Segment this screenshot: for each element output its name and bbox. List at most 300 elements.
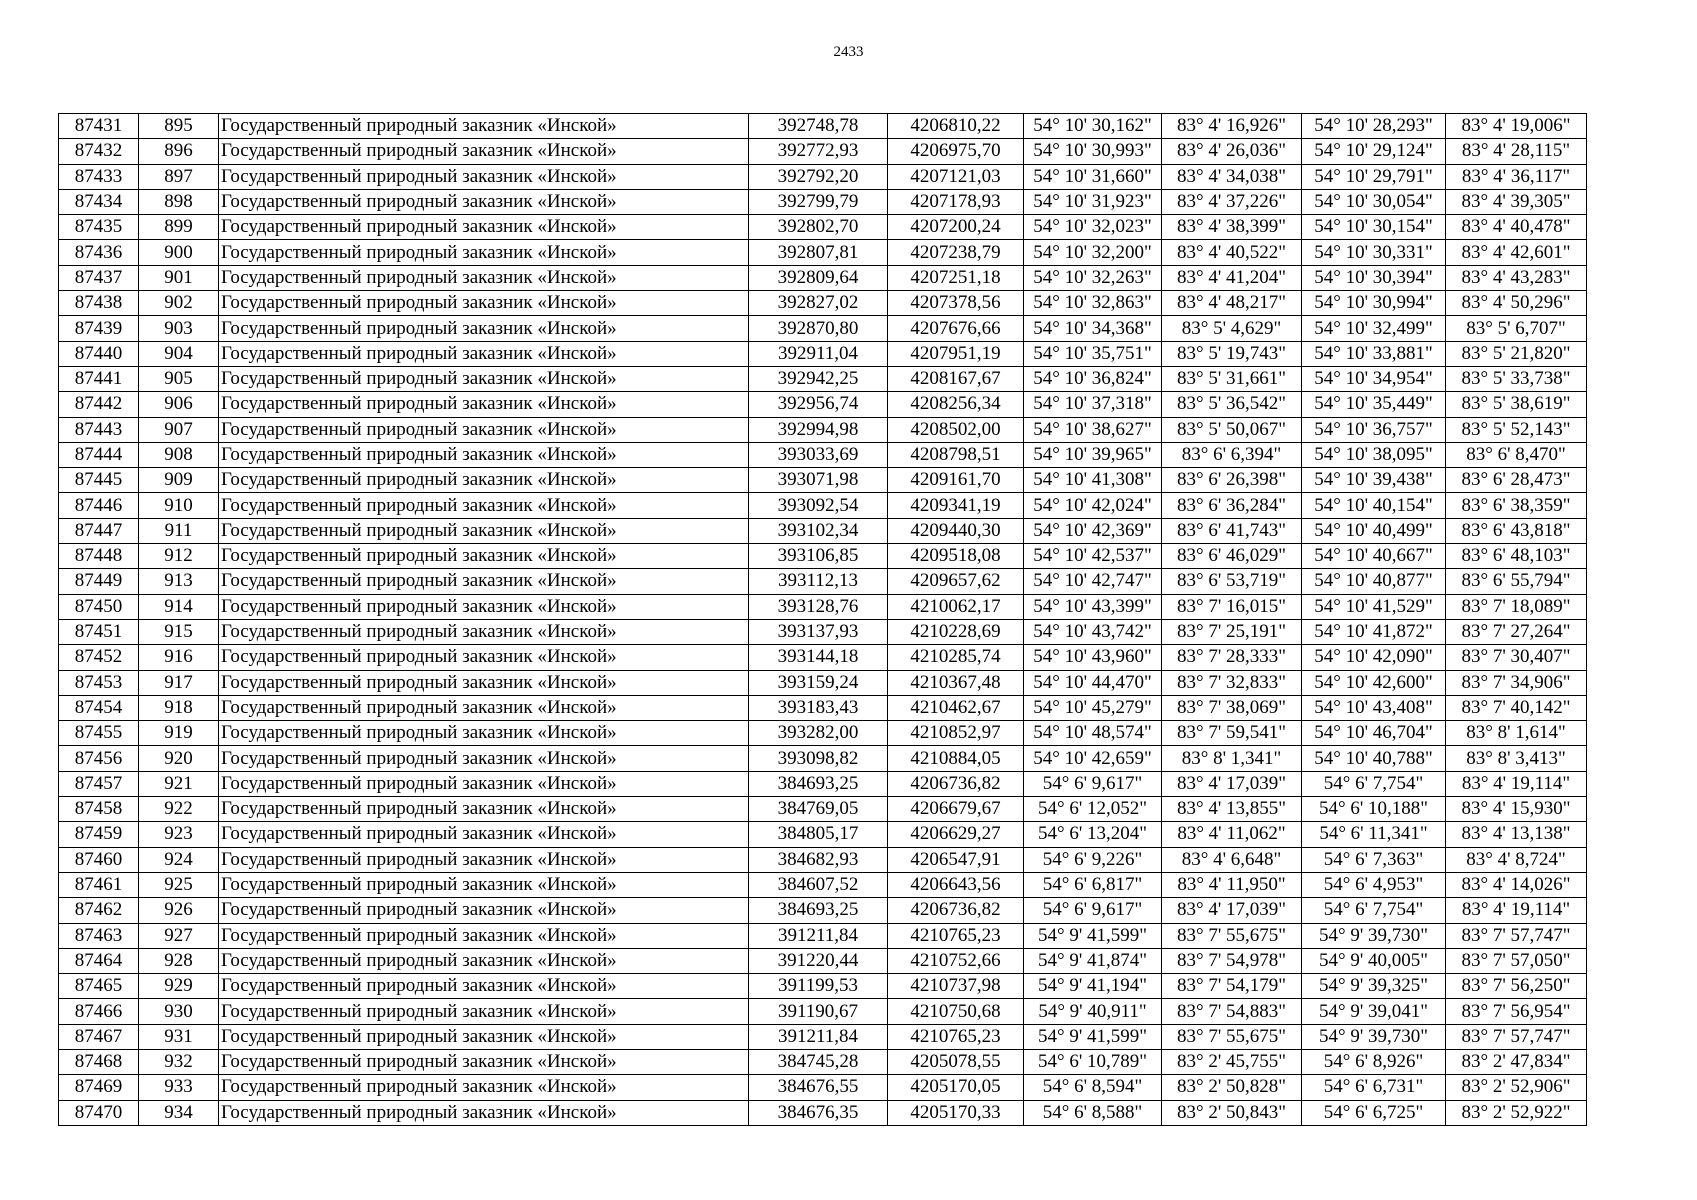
latitude-2-cell: 54° 10' 42,090" bbox=[1302, 645, 1446, 670]
longitude-1-cell: 83° 7' 54,179" bbox=[1162, 974, 1302, 999]
longitude-2-cell: 83° 7' 57,747" bbox=[1446, 1024, 1587, 1049]
point-number-cell: 910 bbox=[139, 493, 219, 518]
point-number-cell: 922 bbox=[139, 797, 219, 822]
longitude-2-cell: 83° 6' 8,470" bbox=[1446, 442, 1587, 467]
y-coord-cell: 4207378,56 bbox=[888, 291, 1024, 316]
y-coord-cell: 4206810,22 bbox=[888, 114, 1024, 139]
latitude-1-cell: 54° 10' 30,993" bbox=[1024, 139, 1162, 164]
latitude-1-cell: 54° 6' 12,052" bbox=[1024, 797, 1162, 822]
latitude-1-cell: 54° 6' 10,789" bbox=[1024, 1049, 1162, 1074]
y-coord-cell: 4210367,48 bbox=[888, 670, 1024, 695]
latitude-2-cell: 54° 10' 33,881" bbox=[1302, 341, 1446, 366]
row-id-cell: 87457 bbox=[59, 771, 139, 796]
point-number-cell: 915 bbox=[139, 619, 219, 644]
y-coord-cell: 4207251,18 bbox=[888, 265, 1024, 290]
latitude-2-cell: 54° 10' 41,872" bbox=[1302, 619, 1446, 644]
latitude-1-cell: 54° 10' 30,162" bbox=[1024, 114, 1162, 139]
latitude-1-cell: 54° 6' 8,594" bbox=[1024, 1075, 1162, 1100]
y-coord-cell: 4206736,82 bbox=[888, 898, 1024, 923]
x-coord-cell: 391199,53 bbox=[749, 974, 888, 999]
x-coord-cell: 384693,25 bbox=[749, 898, 888, 923]
longitude-1-cell: 83° 7' 54,883" bbox=[1162, 999, 1302, 1024]
longitude-2-cell: 83° 2' 47,834" bbox=[1446, 1049, 1587, 1074]
x-coord-cell: 393102,34 bbox=[749, 518, 888, 543]
table-row bbox=[59, 569, 1587, 594]
table-row bbox=[59, 417, 1587, 442]
table-row bbox=[59, 619, 1587, 644]
point-number-cell: 899 bbox=[139, 215, 219, 240]
row-id-cell: 87432 bbox=[59, 139, 139, 164]
area-name-cell: Государственный природный заказник «Инской» bbox=[219, 695, 749, 720]
page-number: 2433 bbox=[833, 44, 864, 60]
latitude-2-cell: 54° 10' 30,054" bbox=[1302, 189, 1446, 214]
latitude-2-cell: 54° 6' 10,188" bbox=[1302, 797, 1446, 822]
y-coord-cell: 4205170,33 bbox=[888, 1100, 1024, 1125]
y-coord-cell: 4207676,66 bbox=[888, 316, 1024, 341]
latitude-1-cell: 54° 6' 6,817" bbox=[1024, 872, 1162, 897]
y-coord-cell: 4210228,69 bbox=[888, 619, 1024, 644]
area-name-cell: Государственный природный заказник «Инской» bbox=[219, 746, 749, 771]
row-id-cell: 87465 bbox=[59, 974, 139, 999]
longitude-2-cell: 83° 4' 15,930" bbox=[1446, 797, 1587, 822]
longitude-2-cell: 83° 2' 52,906" bbox=[1446, 1075, 1587, 1100]
y-coord-cell: 4208167,67 bbox=[888, 366, 1024, 391]
x-coord-cell: 393183,43 bbox=[749, 695, 888, 720]
longitude-2-cell: 83° 6' 38,359" bbox=[1446, 493, 1587, 518]
point-number-cell: 914 bbox=[139, 594, 219, 619]
longitude-1-cell: 83° 4' 34,038" bbox=[1162, 164, 1302, 189]
area-name-cell: Государственный природный заказник «Инской» bbox=[219, 721, 749, 746]
point-number-cell: 927 bbox=[139, 923, 219, 948]
row-id-cell: 87444 bbox=[59, 442, 139, 467]
x-coord-cell: 393282,00 bbox=[749, 721, 888, 746]
row-id-cell: 87452 bbox=[59, 645, 139, 670]
row-id-cell: 87451 bbox=[59, 619, 139, 644]
longitude-1-cell: 83° 7' 54,978" bbox=[1162, 948, 1302, 973]
area-name-cell: Государственный природный заказник «Инской» bbox=[219, 999, 749, 1024]
row-id-cell: 87462 bbox=[59, 898, 139, 923]
y-coord-cell: 4210884,05 bbox=[888, 746, 1024, 771]
area-name-cell: Государственный природный заказник «Инской» bbox=[219, 316, 749, 341]
y-coord-cell: 4210062,17 bbox=[888, 594, 1024, 619]
latitude-1-cell: 54° 10' 32,200" bbox=[1024, 240, 1162, 265]
x-coord-cell: 384693,25 bbox=[749, 771, 888, 796]
longitude-2-cell: 83° 4' 19,114" bbox=[1446, 898, 1587, 923]
latitude-1-cell: 54° 10' 38,627" bbox=[1024, 417, 1162, 442]
y-coord-cell: 4210752,66 bbox=[888, 948, 1024, 973]
point-number-cell: 907 bbox=[139, 417, 219, 442]
row-id-cell: 87456 bbox=[59, 746, 139, 771]
area-name-cell: Государственный природный заказник «Инской» bbox=[219, 847, 749, 872]
point-number-cell: 924 bbox=[139, 847, 219, 872]
area-name-cell: Государственный природный заказник «Инской» bbox=[219, 493, 749, 518]
table-row bbox=[59, 442, 1587, 467]
x-coord-cell: 393098,82 bbox=[749, 746, 888, 771]
latitude-2-cell: 54° 10' 40,788" bbox=[1302, 746, 1446, 771]
latitude-2-cell: 54° 9' 40,005" bbox=[1302, 948, 1446, 973]
x-coord-cell: 391211,84 bbox=[749, 1024, 888, 1049]
area-name-cell: Государственный природный заказник «Инской» bbox=[219, 139, 749, 164]
x-coord-cell: 391190,67 bbox=[749, 999, 888, 1024]
latitude-1-cell: 54° 10' 42,024" bbox=[1024, 493, 1162, 518]
latitude-2-cell: 54° 10' 40,154" bbox=[1302, 493, 1446, 518]
point-number-cell: 898 bbox=[139, 189, 219, 214]
latitude-1-cell: 54° 10' 48,574" bbox=[1024, 721, 1162, 746]
longitude-2-cell: 83° 7' 30,407" bbox=[1446, 645, 1587, 670]
longitude-1-cell: 83° 2' 50,843" bbox=[1162, 1100, 1302, 1125]
area-name-cell: Государственный природный заказник «Инской» bbox=[219, 1049, 749, 1074]
table-row bbox=[59, 544, 1587, 569]
longitude-2-cell: 83° 7' 27,264" bbox=[1446, 619, 1587, 644]
table-row bbox=[59, 721, 1587, 746]
point-number-cell: 926 bbox=[139, 898, 219, 923]
longitude-1-cell: 83° 2' 45,755" bbox=[1162, 1049, 1302, 1074]
x-coord-cell: 392994,98 bbox=[749, 417, 888, 442]
longitude-2-cell: 83° 4' 19,006" bbox=[1446, 114, 1587, 139]
row-id-cell: 87450 bbox=[59, 594, 139, 619]
longitude-1-cell: 83° 6' 53,719" bbox=[1162, 569, 1302, 594]
area-name-cell: Государственный природный заказник «Инской» bbox=[219, 114, 749, 139]
longitude-2-cell: 83° 5' 21,820" bbox=[1446, 341, 1587, 366]
area-name-cell: Государственный природный заказник «Инской» bbox=[219, 518, 749, 543]
x-coord-cell: 392807,81 bbox=[749, 240, 888, 265]
table-row bbox=[59, 164, 1587, 189]
area-name-cell: Государственный природный заказник «Инской» bbox=[219, 872, 749, 897]
table-row bbox=[59, 189, 1587, 214]
area-name-cell: Государственный природный заказник «Инской» bbox=[219, 366, 749, 391]
longitude-1-cell: 83° 4' 37,226" bbox=[1162, 189, 1302, 214]
latitude-2-cell: 54° 9' 39,041" bbox=[1302, 999, 1446, 1024]
longitude-1-cell: 83° 4' 6,648" bbox=[1162, 847, 1302, 872]
y-coord-cell: 4208798,51 bbox=[888, 442, 1024, 467]
x-coord-cell: 384805,17 bbox=[749, 822, 888, 847]
table-row bbox=[59, 139, 1587, 164]
table-row bbox=[59, 240, 1587, 265]
table-row bbox=[59, 923, 1587, 948]
y-coord-cell: 4208256,34 bbox=[888, 392, 1024, 417]
latitude-2-cell: 54° 9' 39,730" bbox=[1302, 923, 1446, 948]
point-number-cell: 904 bbox=[139, 341, 219, 366]
row-id-cell: 87458 bbox=[59, 797, 139, 822]
row-id-cell: 87438 bbox=[59, 291, 139, 316]
latitude-2-cell: 54° 10' 30,394" bbox=[1302, 265, 1446, 290]
latitude-1-cell: 54° 9' 40,911" bbox=[1024, 999, 1162, 1024]
longitude-2-cell: 83° 4' 28,115" bbox=[1446, 139, 1587, 164]
area-name-cell: Государственный природный заказник «Инской» bbox=[219, 771, 749, 796]
table-row bbox=[59, 1100, 1587, 1125]
x-coord-cell: 393071,98 bbox=[749, 468, 888, 493]
latitude-2-cell: 54° 10' 29,124" bbox=[1302, 139, 1446, 164]
row-id-cell: 87433 bbox=[59, 164, 139, 189]
area-name-cell: Государственный природный заказник «Инской» bbox=[219, 164, 749, 189]
x-coord-cell: 392799,79 bbox=[749, 189, 888, 214]
longitude-2-cell: 83° 7' 56,954" bbox=[1446, 999, 1587, 1024]
table-row bbox=[59, 771, 1587, 796]
y-coord-cell: 4206736,82 bbox=[888, 771, 1024, 796]
latitude-1-cell: 54° 10' 32,263" bbox=[1024, 265, 1162, 290]
longitude-2-cell: 83° 4' 50,296" bbox=[1446, 291, 1587, 316]
table-row bbox=[59, 518, 1587, 543]
latitude-1-cell: 54° 6' 8,588" bbox=[1024, 1100, 1162, 1125]
y-coord-cell: 4205078,55 bbox=[888, 1049, 1024, 1074]
y-coord-cell: 4207200,24 bbox=[888, 215, 1024, 240]
point-number-cell: 911 bbox=[139, 518, 219, 543]
longitude-2-cell: 83° 6' 55,794" bbox=[1446, 569, 1587, 594]
x-coord-cell: 393106,85 bbox=[749, 544, 888, 569]
table-row bbox=[59, 1024, 1587, 1049]
y-coord-cell: 4209657,62 bbox=[888, 569, 1024, 594]
point-number-cell: 932 bbox=[139, 1049, 219, 1074]
point-number-cell: 923 bbox=[139, 822, 219, 847]
row-id-cell: 87464 bbox=[59, 948, 139, 973]
latitude-1-cell: 54° 6' 13,204" bbox=[1024, 822, 1162, 847]
latitude-1-cell: 54° 6' 9,226" bbox=[1024, 847, 1162, 872]
area-name-cell: Государственный природный заказник «Инской» bbox=[219, 341, 749, 366]
point-number-cell: 909 bbox=[139, 468, 219, 493]
x-coord-cell: 392792,20 bbox=[749, 164, 888, 189]
latitude-2-cell: 54° 10' 34,954" bbox=[1302, 366, 1446, 391]
longitude-2-cell: 83° 6' 43,818" bbox=[1446, 518, 1587, 543]
longitude-1-cell: 83° 4' 26,036" bbox=[1162, 139, 1302, 164]
longitude-1-cell: 83° 4' 41,204" bbox=[1162, 265, 1302, 290]
y-coord-cell: 4207121,03 bbox=[888, 164, 1024, 189]
row-id-cell: 87455 bbox=[59, 721, 139, 746]
x-coord-cell: 392802,70 bbox=[749, 215, 888, 240]
longitude-1-cell: 83° 6' 41,743" bbox=[1162, 518, 1302, 543]
latitude-1-cell: 54° 10' 31,660" bbox=[1024, 164, 1162, 189]
x-coord-cell: 384682,93 bbox=[749, 847, 888, 872]
row-id-cell: 87441 bbox=[59, 366, 139, 391]
point-number-cell: 934 bbox=[139, 1100, 219, 1125]
latitude-1-cell: 54° 10' 34,368" bbox=[1024, 316, 1162, 341]
table-row bbox=[59, 872, 1587, 897]
row-id-cell: 87461 bbox=[59, 872, 139, 897]
longitude-1-cell: 83° 6' 26,398" bbox=[1162, 468, 1302, 493]
table-row bbox=[59, 594, 1587, 619]
longitude-2-cell: 83° 7' 18,089" bbox=[1446, 594, 1587, 619]
longitude-2-cell: 83° 4' 8,724" bbox=[1446, 847, 1587, 872]
y-coord-cell: 4210737,98 bbox=[888, 974, 1024, 999]
longitude-2-cell: 83° 8' 3,413" bbox=[1446, 746, 1587, 771]
longitude-1-cell: 83° 4' 17,039" bbox=[1162, 771, 1302, 796]
latitude-2-cell: 54° 10' 42,600" bbox=[1302, 670, 1446, 695]
latitude-2-cell: 54° 10' 46,704" bbox=[1302, 721, 1446, 746]
table-row bbox=[59, 392, 1587, 417]
longitude-2-cell: 83° 4' 19,114" bbox=[1446, 771, 1587, 796]
longitude-1-cell: 83° 7' 28,333" bbox=[1162, 645, 1302, 670]
latitude-2-cell: 54° 10' 30,994" bbox=[1302, 291, 1446, 316]
longitude-2-cell: 83° 7' 56,250" bbox=[1446, 974, 1587, 999]
y-coord-cell: 4210285,74 bbox=[888, 645, 1024, 670]
table-row bbox=[59, 898, 1587, 923]
table-row bbox=[59, 948, 1587, 973]
latitude-2-cell: 54° 10' 30,331" bbox=[1302, 240, 1446, 265]
point-number-cell: 921 bbox=[139, 771, 219, 796]
y-coord-cell: 4210462,67 bbox=[888, 695, 1024, 720]
table-row bbox=[59, 291, 1587, 316]
x-coord-cell: 392956,74 bbox=[749, 392, 888, 417]
y-coord-cell: 4209440,30 bbox=[888, 518, 1024, 543]
longitude-2-cell: 83° 4' 13,138" bbox=[1446, 822, 1587, 847]
latitude-2-cell: 54° 10' 38,095" bbox=[1302, 442, 1446, 467]
longitude-1-cell: 83° 6' 6,394" bbox=[1162, 442, 1302, 467]
row-id-cell: 87470 bbox=[59, 1100, 139, 1125]
y-coord-cell: 4210750,68 bbox=[888, 999, 1024, 1024]
table-body bbox=[59, 114, 1587, 1126]
area-name-cell: Государственный природный заказник «Инской» bbox=[219, 619, 749, 644]
x-coord-cell: 392827,02 bbox=[749, 291, 888, 316]
latitude-2-cell: 54° 10' 40,667" bbox=[1302, 544, 1446, 569]
longitude-1-cell: 83° 7' 59,541" bbox=[1162, 721, 1302, 746]
x-coord-cell: 393144,18 bbox=[749, 645, 888, 670]
longitude-1-cell: 83° 7' 16,015" bbox=[1162, 594, 1302, 619]
latitude-2-cell: 54° 10' 35,449" bbox=[1302, 392, 1446, 417]
area-name-cell: Государственный природный заказник «Инской» bbox=[219, 1024, 749, 1049]
latitude-1-cell: 54° 10' 36,824" bbox=[1024, 366, 1162, 391]
latitude-1-cell: 54° 10' 39,965" bbox=[1024, 442, 1162, 467]
y-coord-cell: 4209518,08 bbox=[888, 544, 1024, 569]
row-id-cell: 87460 bbox=[59, 847, 139, 872]
area-name-cell: Государственный природный заказник «Инской» bbox=[219, 569, 749, 594]
latitude-2-cell: 54° 6' 7,754" bbox=[1302, 898, 1446, 923]
x-coord-cell: 392911,04 bbox=[749, 341, 888, 366]
table-row bbox=[59, 265, 1587, 290]
area-name-cell: Государственный природный заказник «Инской» bbox=[219, 442, 749, 467]
row-id-cell: 87467 bbox=[59, 1024, 139, 1049]
x-coord-cell: 393128,76 bbox=[749, 594, 888, 619]
longitude-2-cell: 83° 6' 28,473" bbox=[1446, 468, 1587, 493]
latitude-2-cell: 54° 10' 40,877" bbox=[1302, 569, 1446, 594]
longitude-1-cell: 83° 4' 11,062" bbox=[1162, 822, 1302, 847]
latitude-2-cell: 54° 6' 4,953" bbox=[1302, 872, 1446, 897]
latitude-1-cell: 54° 10' 42,369" bbox=[1024, 518, 1162, 543]
row-id-cell: 87459 bbox=[59, 822, 139, 847]
row-id-cell: 87437 bbox=[59, 265, 139, 290]
point-number-cell: 900 bbox=[139, 240, 219, 265]
x-coord-cell: 393033,69 bbox=[749, 442, 888, 467]
y-coord-cell: 4206975,70 bbox=[888, 139, 1024, 164]
latitude-2-cell: 54° 6' 6,725" bbox=[1302, 1100, 1446, 1125]
longitude-2-cell: 83° 5' 6,707" bbox=[1446, 316, 1587, 341]
longitude-1-cell: 83° 7' 32,833" bbox=[1162, 670, 1302, 695]
x-coord-cell: 384676,35 bbox=[749, 1100, 888, 1125]
point-number-cell: 908 bbox=[139, 442, 219, 467]
row-id-cell: 87463 bbox=[59, 923, 139, 948]
area-name-cell: Государственный природный заказник «Инской» bbox=[219, 645, 749, 670]
longitude-2-cell: 83° 4' 43,283" bbox=[1446, 265, 1587, 290]
x-coord-cell: 384676,55 bbox=[749, 1075, 888, 1100]
table-row bbox=[59, 822, 1587, 847]
y-coord-cell: 4206679,67 bbox=[888, 797, 1024, 822]
area-name-cell: Государственный природный заказник «Инской» bbox=[219, 417, 749, 442]
point-number-cell: 918 bbox=[139, 695, 219, 720]
row-id-cell: 87446 bbox=[59, 493, 139, 518]
row-id-cell: 87443 bbox=[59, 417, 139, 442]
x-coord-cell: 392870,80 bbox=[749, 316, 888, 341]
latitude-1-cell: 54° 10' 35,751" bbox=[1024, 341, 1162, 366]
longitude-1-cell: 83° 6' 36,284" bbox=[1162, 493, 1302, 518]
longitude-1-cell: 83° 4' 40,522" bbox=[1162, 240, 1302, 265]
longitude-2-cell: 83° 7' 57,050" bbox=[1446, 948, 1587, 973]
latitude-2-cell: 54° 6' 7,363" bbox=[1302, 847, 1446, 872]
table-row bbox=[59, 645, 1587, 670]
x-coord-cell: 384769,05 bbox=[749, 797, 888, 822]
latitude-2-cell: 54° 9' 39,325" bbox=[1302, 974, 1446, 999]
x-coord-cell: 391211,84 bbox=[749, 923, 888, 948]
longitude-1-cell: 83° 4' 13,855" bbox=[1162, 797, 1302, 822]
longitude-1-cell: 83° 4' 38,399" bbox=[1162, 215, 1302, 240]
longitude-2-cell: 83° 4' 40,478" bbox=[1446, 215, 1587, 240]
point-number-cell: 903 bbox=[139, 316, 219, 341]
row-id-cell: 87442 bbox=[59, 392, 139, 417]
y-coord-cell: 4206547,91 bbox=[888, 847, 1024, 872]
area-name-cell: Государственный природный заказник «Инской» bbox=[219, 215, 749, 240]
y-coord-cell: 4205170,05 bbox=[888, 1075, 1024, 1100]
latitude-1-cell: 54° 10' 42,747" bbox=[1024, 569, 1162, 594]
latitude-1-cell: 54° 6' 9,617" bbox=[1024, 898, 1162, 923]
longitude-1-cell: 83° 6' 46,029" bbox=[1162, 544, 1302, 569]
x-coord-cell: 393092,54 bbox=[749, 493, 888, 518]
area-name-cell: Государственный природный заказник «Инской» bbox=[219, 265, 749, 290]
point-number-cell: 930 bbox=[139, 999, 219, 1024]
latitude-1-cell: 54° 10' 42,537" bbox=[1024, 544, 1162, 569]
x-coord-cell: 392772,93 bbox=[749, 139, 888, 164]
row-id-cell: 87448 bbox=[59, 544, 139, 569]
point-number-cell: 916 bbox=[139, 645, 219, 670]
longitude-2-cell: 83° 8' 1,614" bbox=[1446, 721, 1587, 746]
latitude-1-cell: 54° 10' 43,742" bbox=[1024, 619, 1162, 644]
row-id-cell: 87431 bbox=[59, 114, 139, 139]
point-number-cell: 913 bbox=[139, 569, 219, 594]
row-id-cell: 87453 bbox=[59, 670, 139, 695]
latitude-1-cell: 54° 10' 32,023" bbox=[1024, 215, 1162, 240]
longitude-2-cell: 83° 4' 14,026" bbox=[1446, 872, 1587, 897]
y-coord-cell: 4210765,23 bbox=[888, 1024, 1024, 1049]
latitude-1-cell: 54° 9' 41,599" bbox=[1024, 1024, 1162, 1049]
longitude-2-cell: 83° 5' 52,143" bbox=[1446, 417, 1587, 442]
area-name-cell: Государственный природный заказник «Инской» bbox=[219, 392, 749, 417]
latitude-2-cell: 54° 10' 40,499" bbox=[1302, 518, 1446, 543]
table-row bbox=[59, 670, 1587, 695]
table-row bbox=[59, 847, 1587, 872]
longitude-1-cell: 83° 2' 50,828" bbox=[1162, 1075, 1302, 1100]
longitude-2-cell: 83° 5' 33,738" bbox=[1446, 366, 1587, 391]
point-number-cell: 931 bbox=[139, 1024, 219, 1049]
table-row bbox=[59, 468, 1587, 493]
area-name-cell: Государственный природный заказник «Инской» bbox=[219, 594, 749, 619]
point-number-cell: 929 bbox=[139, 974, 219, 999]
latitude-1-cell: 54° 10' 32,863" bbox=[1024, 291, 1162, 316]
longitude-2-cell: 83° 7' 34,906" bbox=[1446, 670, 1587, 695]
table-row bbox=[59, 366, 1587, 391]
latitude-2-cell: 54° 10' 29,791" bbox=[1302, 164, 1446, 189]
point-number-cell: 917 bbox=[139, 670, 219, 695]
latitude-1-cell: 54° 9' 41,874" bbox=[1024, 948, 1162, 973]
latitude-2-cell: 54° 6' 7,754" bbox=[1302, 771, 1446, 796]
point-number-cell: 919 bbox=[139, 721, 219, 746]
point-number-cell: 928 bbox=[139, 948, 219, 973]
area-name-cell: Государственный природный заказник «Инской» bbox=[219, 948, 749, 973]
area-name-cell: Государственный природный заказник «Инской» bbox=[219, 544, 749, 569]
longitude-1-cell: 83° 7' 38,069" bbox=[1162, 695, 1302, 720]
x-coord-cell: 384607,52 bbox=[749, 872, 888, 897]
y-coord-cell: 4209341,19 bbox=[888, 493, 1024, 518]
longitude-1-cell: 83° 4' 17,039" bbox=[1162, 898, 1302, 923]
row-id-cell: 87439 bbox=[59, 316, 139, 341]
row-id-cell: 87445 bbox=[59, 468, 139, 493]
table-row bbox=[59, 316, 1587, 341]
x-coord-cell: 384745,28 bbox=[749, 1049, 888, 1074]
